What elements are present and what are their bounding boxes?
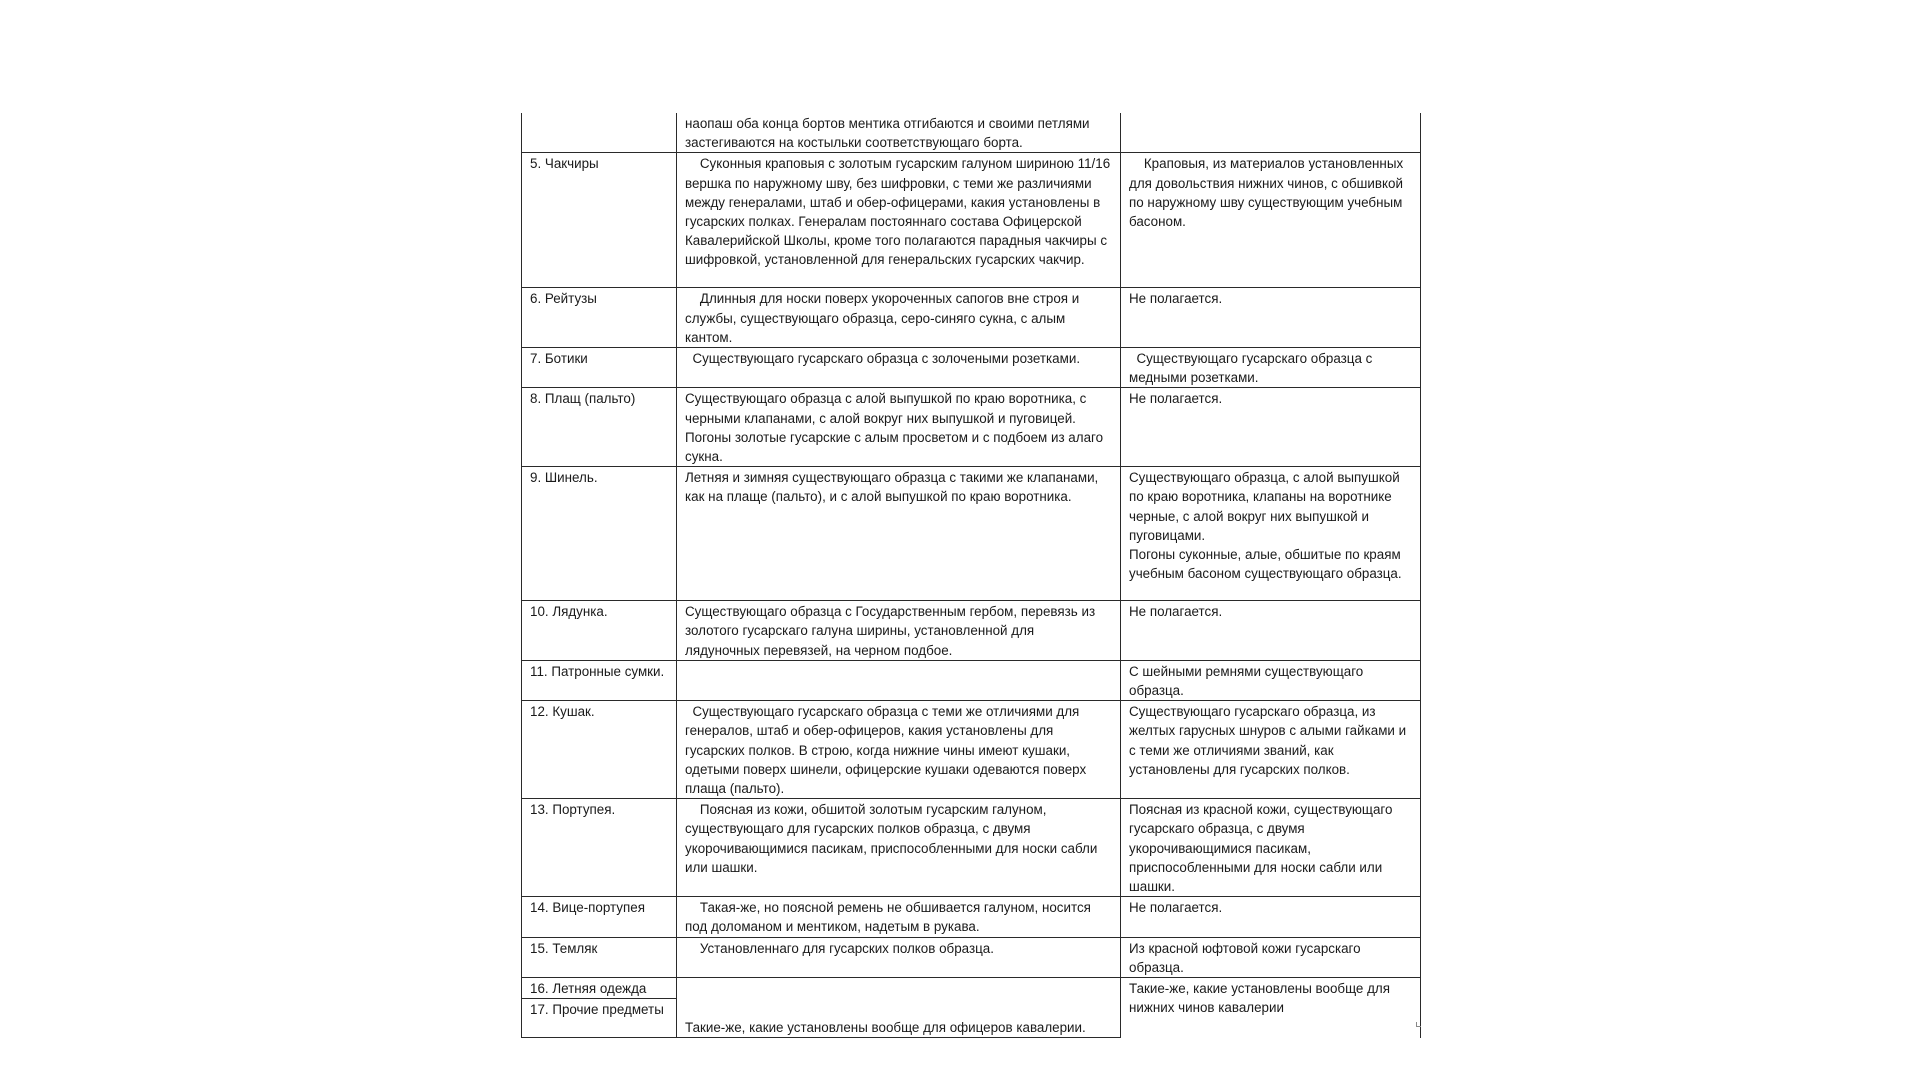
item-cell: 8. Плащ (пальто)	[522, 388, 677, 467]
ranks-cell: Не полагается.	[1121, 897, 1421, 937]
ranks-cell: С шейными ремнями существующаго образца.	[1121, 660, 1421, 700]
item-cell: 13. Портупея.	[522, 799, 677, 897]
item-cell: 7. Ботики	[522, 348, 677, 388]
officers-cell	[677, 660, 1121, 700]
officers-cell: Суконныя краповыя с золотым гусарским галуном шириною 11/16 вершка по наружному шву, без шифровки, с теми же различиями между генералами, штаб и обер-офицерами, какия установлены в гусарских полках. Генералам постояннаго состава Офицерской Кавалерийской Школы, кроме того полагаются парадныя чакчиры с шифровкой, установленной для генеральских гусарских чакчир.	[677, 153, 1121, 288]
ranks-cell	[1121, 467, 1421, 601]
item-cell: 12. Кушак.	[522, 701, 677, 799]
officers-cell: наопаш оба конца бортов ментика отгибаются и своими петлями застегиваются на костыльки соответствующаго борта.	[677, 113, 1121, 153]
table-row	[522, 153, 1421, 288]
officers-cell-text: Такие-же, какие установлены вообще для офицеров кавалерии.	[685, 1020, 1086, 1036]
officers-cell: Поясная из кожи, обшитой золотым гусарским галуном, существующаго для гусарских полков образца, с двумя укорочивающимися пасикам, приспособленными для носки сабли или шашки.	[677, 799, 1121, 897]
ranks-cell: Краповыя, из материалов установленных для довольствия нижних чинов, с обшивкой по наружному шву существующим учебным басоном.	[1121, 153, 1421, 288]
ranks-cell: Из красной юфтовой кожи гусарскаго образца.	[1121, 937, 1421, 977]
table-row	[522, 288, 1421, 348]
officers-cell: Длинныя для носки поверх укороченных сапогов вне строя и службы, существующаго образца, серо-синяго сукна, с алым кантом.	[677, 288, 1121, 348]
ranks-cell: Не полагается.	[1121, 288, 1421, 348]
officers-cell: Существующаго гусарскаго образца с золочеными розетками.	[677, 348, 1121, 388]
ranks-cell: Поясная из красной кожи, существующаго гусарскаго образца, с двумя укорочивающимися пасикам, приспособленными для носки сабли или шашки.	[1121, 799, 1421, 897]
item-cell: 9. Шинель.	[522, 467, 677, 601]
table-row	[522, 701, 1421, 799]
ranks-cell: Такие-же, какие установлены вообще для нижних чинов кавалерии	[1121, 978, 1421, 1038]
item-cell: 6. Рейтузы	[522, 288, 677, 348]
item-cell: 5. Чакчиры	[522, 153, 677, 288]
table-row	[522, 601, 1421, 661]
table-row	[522, 113, 1421, 153]
officers-cell	[677, 999, 1121, 1038]
item-cell: 16. Летняя одежда	[522, 978, 677, 999]
item-cell: 14. Вице-портупея	[522, 897, 677, 937]
uniform-regulations-table	[521, 113, 1421, 1038]
officers-cell: Летняя и зимняя существующаго образца с такими же клапанами, как на плаще (пальто), и с алой выпушкой по краю воротника.	[677, 467, 1121, 601]
item-cell: 10. Лядунка.	[522, 601, 677, 661]
item-cell	[522, 113, 677, 153]
table-row	[522, 897, 1421, 937]
table-row	[522, 937, 1421, 977]
officers-cell: Существующаго образца с алой выпушкой по краю воротника, с черными клапанами, с алой вокруг них выпушкой и пуговицей. Погоны золотые гусарские с алым просветом и с подбоем из алаго сукна.	[677, 388, 1121, 467]
table-row	[522, 799, 1421, 897]
officers-cell	[677, 978, 1121, 999]
officers-cell: Существующаго образца с Государственным гербом, перевязь из золотого гусарскаго галуна ширины, установленной для лядуночных перевязей, на черном подбое.	[677, 601, 1121, 661]
item-cell: 17. Прочие предметы	[522, 999, 677, 1038]
ranks-cell: Не полагается.	[1121, 388, 1421, 467]
ranks-cell	[1121, 113, 1421, 153]
officers-cell: Установленнаго для гусарских полков образца.	[677, 937, 1121, 977]
item-cell: 15. Темляк	[522, 937, 677, 977]
table-row	[522, 348, 1421, 388]
table-row	[522, 978, 1421, 999]
officers-cell: Существующаго гусарскаго образца с теми же отличиями для генералов, штаб и обер-офицеров, какия установлены для гусарских полков. В строю, когда нижние чины имеют кушаки, одетыми поверх шинели, офицерские кушаки одеваются поверх плаща (пальто).	[677, 701, 1121, 799]
ranks-cell-text: Существующаго образца, с алой выпушкой по краю воротника, клапаны на воротнике черные, с алой вокруг них выпушкой и пуговицами.	[1129, 470, 1400, 543]
officers-cell: Такая-же, но поясной ремень не обшивается галуном, носится под доломаном и ментиком, надетым в рукава.	[677, 897, 1121, 937]
ranks-cell-text-extra: Погоны суконные, алые, обшитые по краям учебным басоном существующаго образца.	[1129, 547, 1402, 582]
ranks-cell: Существующаго гусарскаго образца с медными розетками.	[1121, 348, 1421, 388]
table-row	[522, 388, 1421, 467]
table-row	[522, 467, 1421, 601]
ranks-cell: Существующаго гусарскаго образца, из желтых гарусных шнуров с алыми гайками и с теми же отличиями званий, как установлены для гусарских полков.	[1121, 701, 1421, 799]
page-corner-mark	[1416, 1022, 1421, 1027]
table-row	[522, 660, 1421, 700]
item-cell: 11. Патронные сумки.	[522, 660, 677, 700]
ranks-cell: Не полагается.	[1121, 601, 1421, 661]
